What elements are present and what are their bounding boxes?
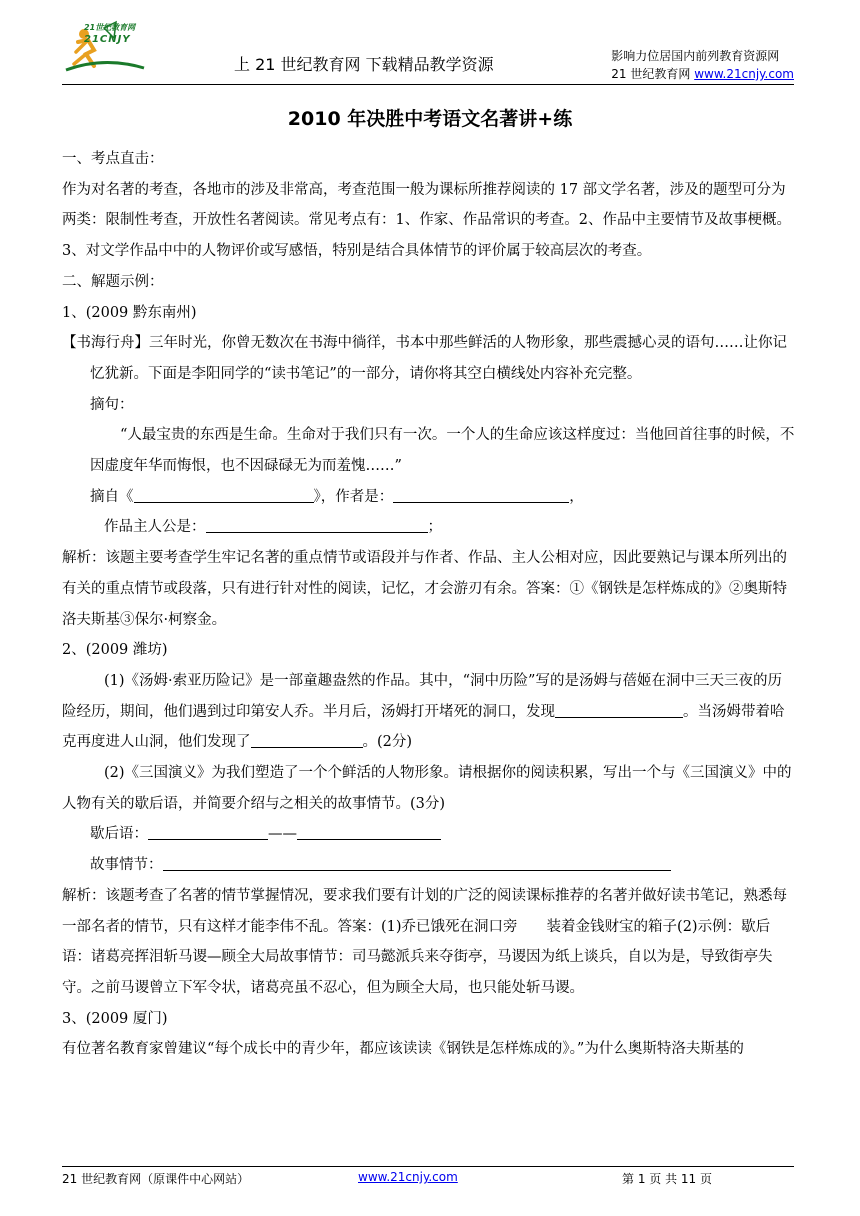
hero-text-b: ； [427, 519, 442, 536]
section-heading-2: 二、解题示例： [62, 273, 164, 290]
source-text-c: ， [569, 488, 584, 505]
section-heading-1: 一、考点直击： [62, 151, 164, 167]
logo-text-top: 21世纪教育网 [84, 23, 136, 32]
q2-text-b: 。当汤姆带着哈克再度进人山洞，他们发现了 [62, 703, 785, 751]
source-text-a: 摘自《 [90, 488, 134, 505]
question-1-intro: 【书海行舟】三年时光，你曾无数次在书海中徜徉，书本中那些鲜活的人物形象，那些震撼心灵的语句……让你记忆犹新。下面是李阳同学的“读书笔记”的一部分，请你将其空白横线处内容补充完整。 [62, 335, 787, 382]
question-2-part-1 [62, 666, 796, 758]
footer-site-link[interactable]: www.21cnjy.com [358, 1170, 458, 1184]
question-2-part-2: (2)《三国演义》为我们塑造了一个个鲜活的人物形象。请根据你的阅读积累，写出一个与《三国演义》中的人物有关的歇后语，并简要介绍与之相关的故事情节。(3分) [62, 765, 792, 812]
xiehouyu-label: 歇后语： [90, 826, 148, 843]
question-1-quote: “人最宝贵的东西是生命。生命对于我们只有一次。一个人的生命应该这样度过：当他回首往事的时候，不因虚度年华而悔恨，也不因碌碌无为而羞愧……” [90, 427, 795, 475]
footer-site-name: 21 世纪教育网（原课件中心网站） [62, 1172, 250, 1186]
question-1-hero-line [62, 512, 796, 543]
question-3-text: 有位著名教育家曾建议“每个成长中的青少年，都应该读读《钢铁是怎样炼成的》。”为什么奥斯特洛夫斯基的 [62, 1041, 744, 1058]
blank-discovery-1[interactable] [555, 701, 683, 718]
source-text-b: 》，作者是： [313, 488, 394, 505]
document-body [62, 144, 796, 1065]
question-1-analysis: 解析：该题主要考查学生牢记名著的重点情节或语段并与作者、作品、主人公相对应，因此要熟记与课本所列出的有关的重点情节或段落，只有进行针对性的阅读，记忆，才会游刃有余。答案：①《钢铁是怎样炼成的》②奥斯特洛夫斯基③保尔·柯察金。 [62, 550, 787, 628]
q2-text-a: (1)《汤姆·索亚历险记》是一部童趣盎然的作品。其中，“洞中历险”写的是汤姆与蓓姬在洞中三天三夜的历险经历，期间，他们遇到过印第安人乔。半月后，汤姆打开堵死的洞口，发现 [62, 672, 782, 720]
question-1-label: 摘句： [90, 396, 134, 413]
header-tagline: 影响力位居国内前列教育资源网 [611, 49, 780, 63]
page-header [0, 0, 860, 86]
blank-book-title[interactable] [134, 486, 314, 503]
blank-story[interactable] [163, 854, 671, 871]
header-site-link[interactable]: www.21cnjy.com [694, 67, 794, 81]
header-slogan: 上 21 世纪教育网 下载精品教学资源 [234, 55, 494, 74]
question-2-analysis: 解析：该题考查了名著的情节掌握情况，要求我们要有计划的广泛的阅读课标推荐的名著并做好读书笔记，熟悉每一部名者的情节，只有这样才能李伟不乱。答案：(1)乔已饿死在洞口旁 装着金钱财宝的箱子(2)示例：歇后语：诸葛亮挥泪斩马谡—顾全大局故事情节：司马懿派兵来夺街亭，马谡因为纸上谈兵，自以为是，导致街亭失守。之前马谡曾立下军令状，诸葛亮虽不忍心，但为顾全大局，也只能处斩马谡。 [62, 887, 787, 996]
blank-xiehouyu-2[interactable] [297, 823, 441, 840]
footer-page-number: 第 1 页 共 11 页 [622, 1172, 712, 1186]
question-1-source-line [62, 482, 796, 513]
hero-text-a: 作品主人公是： [104, 519, 206, 536]
question-3-heading: 3、(2009 厦门) [62, 1010, 168, 1027]
blank-protagonist[interactable] [206, 516, 428, 533]
blank-author[interactable] [393, 486, 569, 503]
story-label: 故事情节： [90, 857, 163, 874]
question-2-heading: 2、(2009 潍坊) [62, 642, 168, 659]
header-divider [62, 84, 794, 85]
question-2-xiehouyu-line [62, 819, 796, 850]
blank-discovery-2[interactable] [251, 731, 363, 748]
header-right-info [611, 47, 794, 83]
blank-xiehouyu-1[interactable] [148, 823, 268, 840]
xiehouyu-dash: —— [268, 826, 297, 843]
footer-divider [62, 1166, 794, 1167]
footer-link-wrap [358, 1170, 458, 1184]
header-site-line [611, 65, 794, 83]
document-title: 2010 年决胜中考语文名著讲+练 [287, 108, 573, 130]
question-1-heading: 1、(2009 黔东南州) [62, 304, 197, 321]
header-site-prefix: 21 世纪教育网 [611, 67, 695, 81]
logo-text-bottom: 21CNJY [84, 34, 131, 45]
paragraph: 作为对名著的考查，各地市的涉及非常高，考查范围一般为课标所推荐阅读的 17 部文学名著，涉及的题型可分为两类：限制性考查，开放性名著阅读。常见考点有：1、作家、作品常识的考查。2、作品中主要情节及故事梗概。3、对文学作品中中的人物评价或写感悟，特别是结合具体情节的评价属于较高层次的考查。 [62, 181, 791, 260]
question-2-story-line [62, 850, 796, 881]
q2-text-c: 。(2分) [362, 734, 413, 751]
